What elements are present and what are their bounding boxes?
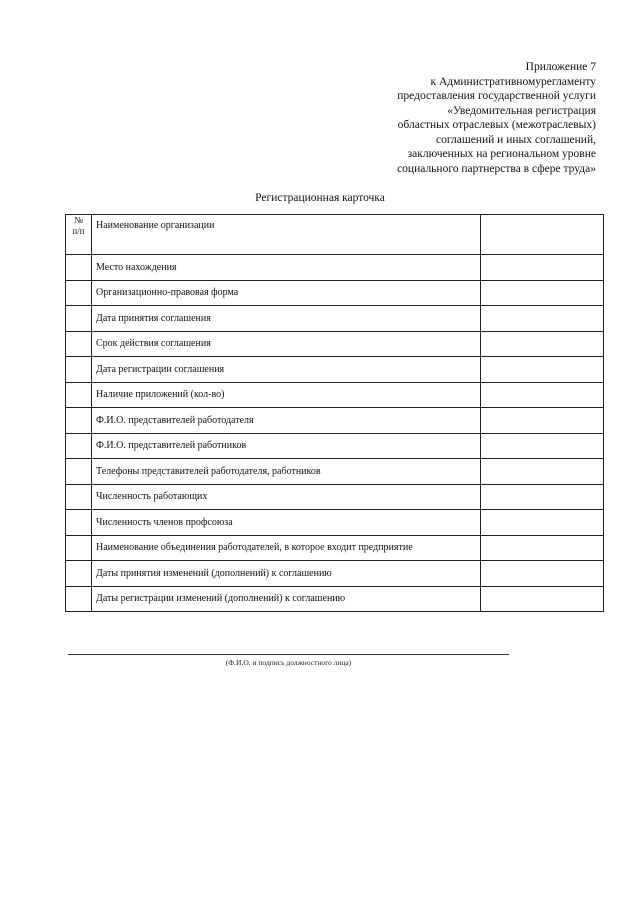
field-value-cell[interactable] (481, 382, 604, 408)
table-row (66, 586, 604, 612)
field-value-cell[interactable] (481, 484, 604, 510)
field-label: Организационно-правовая форма (92, 280, 481, 306)
table-row (66, 357, 604, 383)
appendix-line: предоставления государственной услуги (397, 90, 596, 102)
field-value-cell[interactable] (481, 586, 604, 612)
number-cell (66, 255, 92, 281)
table-row (66, 280, 604, 306)
table-row (66, 510, 604, 536)
number-cell (66, 331, 92, 357)
number-cell (66, 382, 92, 408)
number-cell (66, 561, 92, 587)
field-label: Срок действия соглашения (92, 331, 481, 357)
table-row (66, 459, 604, 485)
field-label: Место нахождения (92, 255, 481, 281)
number-cell (66, 484, 92, 510)
signature-caption: (Ф.И.О. и подпись должностного лица) (225, 658, 352, 667)
table-row (66, 484, 604, 510)
field-label: Дата принятия соглашения (92, 306, 481, 332)
appendix-line: социального партнерства в сфере труда» (397, 162, 596, 175)
number-cell (66, 459, 92, 485)
field-value-cell[interactable] (481, 306, 604, 332)
number-cell (66, 408, 92, 434)
field-value-cell[interactable] (481, 535, 604, 561)
number-cell (66, 280, 92, 306)
card-title: Регистрационная карточка (255, 192, 385, 204)
appendix-line: Приложение 7 (525, 61, 596, 73)
field-value-cell[interactable] (481, 433, 604, 459)
field-label: Численность членов профсоюза (92, 510, 481, 536)
table-row (66, 535, 604, 561)
number-cell (66, 510, 92, 536)
appendix-line: «Уведомительная регистрация (447, 104, 596, 117)
number-cell (66, 535, 92, 561)
field-label: Даты регистрации изменений (дополнений) к соглашению (92, 586, 481, 612)
appendix-line: соглашений и иных соглашений, (436, 133, 596, 146)
number-cell (66, 357, 92, 383)
appendix-line: заключенных на региональном уровне (407, 148, 596, 160)
appendix-line: к Административномурегламенту (430, 75, 596, 88)
field-label: Телефоны представителей работодателя, работников (92, 459, 481, 485)
field-value-cell[interactable] (481, 215, 604, 255)
field-label: Численность работающих (92, 484, 481, 510)
table-row (66, 561, 604, 587)
field-value-cell[interactable] (481, 255, 604, 281)
table-row (66, 331, 604, 357)
number-header-symbol: № (74, 215, 83, 225)
table-row (66, 382, 604, 408)
field-label: Наименование организации (92, 215, 481, 255)
field-label: Даты принятия изменений (дополнений) к соглашению (92, 561, 481, 587)
field-value-cell[interactable] (481, 280, 604, 306)
field-label: Наличие приложений (кол-во) (92, 382, 481, 408)
number-cell (66, 306, 92, 332)
field-value-cell[interactable] (481, 331, 604, 357)
field-label: Ф.И.О. представителей работников (92, 433, 481, 459)
field-label: Наименование объединения работодателей, в которое входит предприятие (92, 535, 481, 561)
table-row (66, 433, 604, 459)
field-label: Ф.И.О. представителей работодателя (92, 408, 481, 434)
table-row (66, 306, 604, 332)
table-row (66, 215, 604, 255)
number-cell (66, 433, 92, 459)
table-row (66, 255, 604, 281)
signature-line[interactable] (68, 654, 509, 655)
field-label: Дата регистрации соглашения (92, 357, 481, 383)
number-cell (66, 586, 92, 612)
appendix-line: областных отраслевых (межотраслевых) (397, 119, 596, 131)
field-value-cell[interactable] (481, 408, 604, 434)
field-value-cell[interactable] (481, 510, 604, 536)
registration-table (65, 214, 604, 612)
field-value-cell[interactable] (481, 357, 604, 383)
table-row (66, 408, 604, 434)
field-value-cell[interactable] (481, 561, 604, 587)
number-header-abbrev: п/п (72, 226, 85, 236)
appendix-header (296, 60, 596, 176)
field-value-cell[interactable] (481, 459, 604, 485)
number-header-cell (66, 215, 92, 255)
